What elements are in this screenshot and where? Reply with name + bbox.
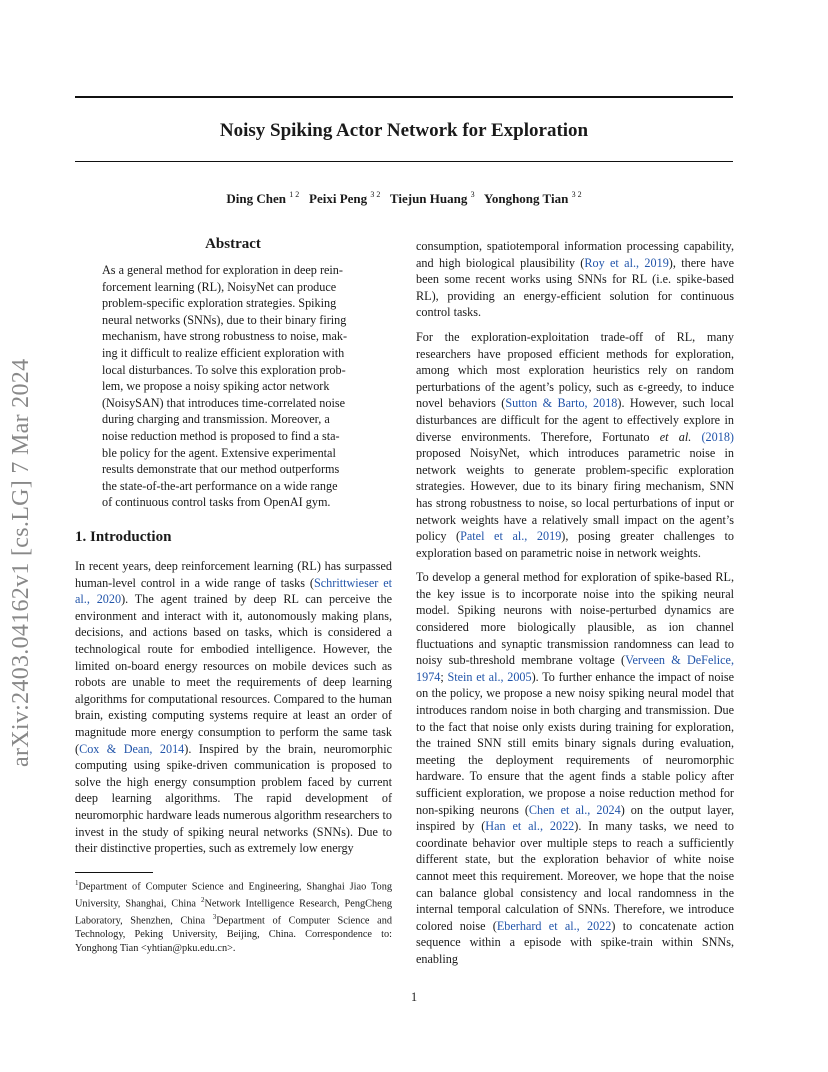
- citation-link[interactable]: Sutton & Barto, 2018: [505, 396, 618, 411]
- abstract-line: As a general method for exploration in deep rein-: [102, 263, 343, 277]
- paragraph: [416, 238, 734, 321]
- text-run: ), there have been some recent works using SNNs for RL (i.e. spike-based RL), providing an energy-efficient solution for continuous control tasks.: [416, 255, 734, 320]
- affiliation-text: Department of Computer Science and Engineering, Shanghai Jiao Tong University, Shanghai, China: [75, 881, 392, 910]
- citation-link[interactable]: Han et al., 2022: [485, 819, 575, 834]
- abstract-line: ing it difficult to realize efficient exploration with: [102, 345, 345, 360]
- citation-link[interactable]: (2018): [691, 429, 734, 444]
- affiliation-text: Network Intelligence Research, PengCheng Laboratory, Shenzhen, China: [75, 898, 393, 927]
- affiliation-text: Department of Computer Science and Technology, Peking University, Beijing, China. Correspondence to: Yonghong Tian <yhtian@pku.edu.cn>.: [75, 915, 392, 954]
- abstract-line: lem, we propose a noisy spiking actor network: [102, 379, 330, 394]
- paragraph: [416, 569, 734, 967]
- citation-link[interactable]: Verveen & DeFelice, 1974: [416, 653, 734, 684]
- citation-link[interactable]: Schrittwieser et al., 2020: [75, 575, 392, 607]
- author-affiliation: 1 2: [289, 190, 300, 199]
- text-run: consumption, spatiotemporal information processing capability, and high biological plausibility (: [416, 239, 734, 270]
- text-run: ). Inspired by the brain, neuromorphic computing using spike-driven communication is proposed to solve the high energy consumption problem faced by current deep learning algorithms. The rapid development of neuromorphic hardware leads numerous algorithm researchers to invest in the study of spiking neural networks (SNNs). Due to their distinctive properties, such as extremely low energy: [75, 741, 392, 856]
- right-column-body: [416, 238, 734, 976]
- abstract-line: local disturbances. To solve this exploration prob-: [102, 362, 346, 377]
- text-run: For the exploration-exploitation trade-off of RL, many researchers have proposed efficient methods for exploration, among which most exploration heuristics rely on random perturbations of the agent’s policy, such as ϵ-greedy, to induce novel behaviors (: [416, 329, 734, 411]
- arxiv-identifier-watermark[interactable]: arXiv:2403.04162v1 [cs.LG] 7 Mar 2024: [8, 358, 34, 767]
- text-run: To develop a general method for exploration of spike-based RL, the key issue is to incorporate noise into the spiking neural model. Spiking neurons with noise-perturbed dynamics are considered more biologically plausible, as ion channel fluctuations and synaptic transmission randomness can lead to noisy sub-threshold membrane voltage (: [416, 570, 734, 668]
- text-run: ). In many tasks, we need to coordinate behavior over multiple steps to reach a sufficiently different state, but the exploration behavior of white noise cannot meet this requirement. Moreover, we hope that the noise can balance global consistency and local randomness in the internal temporal calculation of SNNs. Therefore, we introduce colored noise (: [416, 819, 734, 933]
- citation-link[interactable]: Eberhard et al., 2022: [496, 918, 612, 933]
- section-heading-introduction: 1. Introduction: [75, 529, 172, 545]
- text-run: ) to concatenate action sequence within a episode with spike-train within SNNs, enabling: [416, 918, 734, 966]
- paragraph: [416, 329, 734, 561]
- abstract-body: [102, 262, 364, 511]
- abstract-line: forcement learning (RL), NoisyNet can produce: [102, 279, 337, 294]
- text-run: ) on the output layer, inspired by (: [416, 802, 734, 834]
- text-run: ). However, such local disturbances are difficult for the agent to effectively explore in diverse environments. Therefore, Fortunato: [416, 396, 734, 444]
- paper-title: Noisy Spiking Actor Network for Exploration: [219, 120, 589, 141]
- citation-link[interactable]: Chen et al., 2024: [528, 802, 621, 817]
- left-column-body: [75, 558, 392, 865]
- author-name: Peixi Peng: [309, 191, 368, 206]
- author-list: [75, 191, 733, 207]
- footnote-marker: 2: [200, 896, 205, 905]
- abstract-line: noise reduction method is proposed to find a sta-: [102, 428, 340, 443]
- title-top-rule: [75, 96, 733, 98]
- text-run: ), posing greater challenges to exploration based on parametric noise in network weights.: [416, 529, 734, 560]
- citation-link[interactable]: Stein et al., 2005: [447, 669, 532, 684]
- abstract-line: of continuous control tasks from OpenAI gym.: [102, 495, 331, 510]
- footnote-marker: 1: [75, 879, 79, 887]
- footnote-rule: [75, 872, 153, 873]
- text-run: In recent years, deep reinforcement learning (RL) has surpassed human-level control in a wide range of tasks (: [75, 559, 392, 590]
- footnote-marker: 3: [212, 913, 217, 922]
- text-run: proposed NoisyNet, which introduces parametric noise in network weights to generate problem-specific exploration strategies. However, due to its binary firing mechanism, SNN has strong robustness to noise, so local perturbations of input or network weights have a relatively small impact on the agent’s policy (: [416, 446, 734, 544]
- title-bottom-rule: [75, 161, 733, 162]
- abstract-heading: Abstract: [205, 236, 261, 252]
- abstract-line: during charging and transmission. Moreover, a: [102, 412, 330, 427]
- citation-link[interactable]: Roy et al., 2019: [584, 255, 669, 270]
- intro-paragraph: [75, 558, 392, 857]
- abstract-line: neural networks (SNNs), due to their binary firing: [102, 312, 347, 327]
- abstract-line: results demonstrate that our method outperforms: [102, 462, 340, 477]
- page-number: 1: [410, 990, 418, 1004]
- affiliation-footnote: [75, 877, 392, 955]
- citation-link[interactable]: Cox & Dean, 2014: [79, 741, 185, 756]
- text-run: ;: [440, 669, 448, 684]
- abstract-line: (NoisySAN) that introduces time-correlated noise: [102, 395, 346, 410]
- author-name: Ding Chen: [226, 191, 287, 206]
- author-affiliation: 3 2: [370, 190, 381, 199]
- abstract-line: ble policy for the agent. Extensive experimental: [102, 445, 336, 460]
- text-run: ). To further enhance the impact of noise on the policy, we propose a new noisy spiking neural model that introduces random noise in both charging and transmission. Due to the fact that noise only exists during training for exploration, the trained SNN still emits binary signals during evaluation, meeting the deployment requirements of neuromorphic hardware. To ensure that the agent finds a stable policy after sufficient exploration, we propose a noise reduction method for non-spiking neurons (: [416, 669, 734, 817]
- author-name: Tiejun Huang: [389, 191, 468, 206]
- abstract-line: the state-of-the-art performance on a wide range: [102, 478, 338, 493]
- author-affiliation: 3 2: [571, 190, 582, 199]
- abstract-line: problem-specific exploration strategies. Spiking: [102, 296, 337, 311]
- abstract-line: mechanism, have strong robustness to noise, mak-: [102, 329, 348, 344]
- citation-link[interactable]: Patel et al., 2019: [460, 529, 562, 544]
- text-run-italic: et al.: [659, 429, 692, 444]
- text-run: ). The agent trained by deep RL can perceive the environment and interact with it, autonomously making plans, decisions, and actions based on tasks, which is considered a technological route for embodied intelligence. However, the limited on-board energy resources on mobile devices such as robots are unable to meet the requirements of deep learning algorithms for computational resources. Compared to the human brain, existing computing systems require at least an order of magnitude more energy consumption to perform the same task (: [75, 592, 392, 756]
- author-name: Yonghong Tian: [483, 191, 569, 206]
- author-affiliation: 3: [470, 190, 475, 199]
